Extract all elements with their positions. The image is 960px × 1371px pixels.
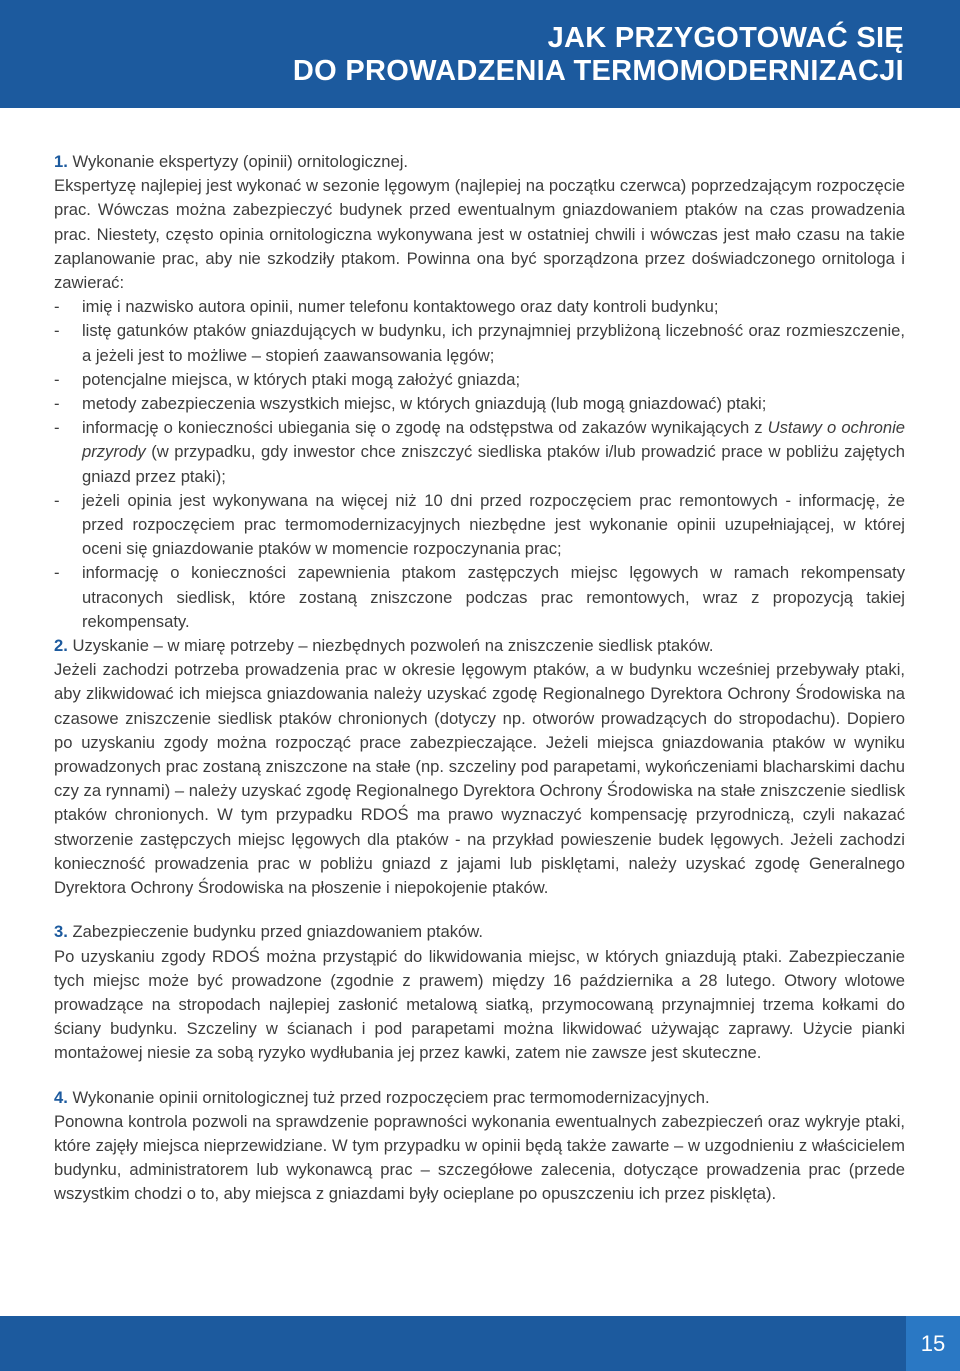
list-item [54, 392, 905, 416]
dash-marker: - [54, 490, 60, 510]
section-heading-text: Zabezpieczenie budynku przed gniazdowaniem ptaków. [67, 922, 483, 942]
dash-marker: - [54, 418, 60, 438]
section-4-paragraph: Ponowna kontrola pozwoli na sprawdzenie poprawności wykonania ewentualnych zabezpieczeń oraz wykryje ptaki, które zajęły miejsca nieprzewidziane. W tym przypadku w opinii będą także zawarte – w uzgodnieniu z właścicielem budynku, administratorem lub wykonawcą prac – szczegółowe zalecenia, dotyczące prowadzenia prac (przede wszystkim chodzi o to, aby miejsca z gniazdami były ocieplane po opuszczeniu ich przez pisklęta). [54, 1111, 905, 1204]
section-3-heading [54, 920, 905, 944]
list-item-text: (w przypadku, gdy inwestor chce zniszczyć siedliska ptaków i/lub prowadzić prace w pobliżu zajętych gniazd przez ptaki); [82, 442, 905, 486]
list-item-text: informację o konieczności ubiegania się o zgodę na odstępstwa od zakazów wynikających z [82, 418, 768, 438]
page-title [293, 22, 904, 88]
header-banner [0, 0, 960, 108]
list-item [54, 561, 905, 634]
list-item-text: jeżeli opinia jest wykonywana na więcej niż 10 dni przed rozpoczęciem prac remontowych - informację, że przed rozpoczęciem prac termomodernizacyjnych niezbędne jest wykonanie opinii uzupełniającej, w której oceni się gniazdowanie ptaków w momencie rozpoczynania prac; [82, 490, 905, 559]
list-item [54, 416, 905, 489]
list-item [54, 295, 905, 319]
section-number: 1. [54, 152, 68, 171]
list-item-text: listę gatunków ptaków gniazdujących w budynku, ich przynajmniej przybliżoną liczebność oraz rozmieszczenie, a jeżeli jest to możliwe – stopień zaawansowania lęgów; [82, 321, 905, 365]
section-2-heading [54, 634, 905, 658]
page-title-line-1: JAK PRZYGOTOWAĆ SIĘ [547, 22, 904, 54]
document-body [54, 150, 905, 1207]
section-1-paragraph: Ekspertyzę najlepiej jest wykonać w sezonie lęgowym (najlepiej na początku czerwca) poprzedzającym rozpoczęcie prac. Wówczas można zabezpieczyć budynek przed ewentualnym gniazdowaniem ptaków na czas prowadzenia prac. Niestety, często opinia ornitologiczna wykonywana jest w ostatniej chwili i wówczas jest mało czasu na takie zaplanowanie prac, aby nie szkodziły ptakom. Powinna ona być sporządzona przez doświadczonego ornitologa i zawierać: [54, 176, 905, 293]
list-item [54, 319, 905, 367]
list-item-text: metody zabezpieczenia wszystkich miejsc, w których gniazdują (lub mogą gniazdować) ptaki; [82, 394, 767, 414]
dash-marker: - [54, 563, 60, 583]
section-1-list [54, 295, 905, 634]
dash-marker: - [54, 369, 60, 389]
section-3-paragraph: Po uzyskaniu zgody RDOŚ można przystąpić do likwidowania miejsc, w których gniazdują ptaki. Zabezpieczanie tych miejsc może być prowadzone (zgodnie z prawem) między 16 października a 28 lutego. Otwory wlotowe prowadzące na stropodach najlepiej zasłonić metalową siatką, przymocowaną przynajmniej trzema kołkami do ściany budynku. Szczeliny w ścianach i pod parapetami można likwidować używając zaprawy. Użycie pianki montażowej niesie za sobą ryzyko wydłubania jej przez kawki, zatem nie zawsze jest skuteczne. [54, 946, 905, 1063]
dash-marker: - [54, 394, 60, 414]
section-number: 4. [54, 1087, 68, 1107]
section-heading-text: Wykonanie opinii ornitologicznej tuż przed rozpoczęciem prac termomodernizacyjnych. [67, 1087, 710, 1107]
section-number: 3. [54, 922, 68, 942]
list-item [54, 489, 905, 562]
section-number: 2. [54, 636, 68, 656]
section-spacer [54, 900, 905, 920]
footer-bar [0, 1316, 960, 1371]
list-item-text: potencjalne miejsca, w których ptaki mogą założyć gniazda; [82, 369, 521, 389]
page-title-line-2: DO PROWADZENIA TERMOMODERNIZACJI [292, 55, 904, 87]
page-number: 15 [906, 1316, 960, 1371]
section-spacer [54, 1066, 905, 1086]
dash-marker: - [54, 297, 60, 317]
section-heading-text: Uzyskanie – w miarę potrzeby – niezbędnych pozwoleń na zniszczenie siedlisk ptaków. [67, 636, 714, 656]
section-4-heading [54, 1086, 905, 1110]
list-item [54, 368, 905, 392]
section-2-paragraph: Jeżeli zachodzi potrzeba prowadzenia prac w okresie lęgowym ptaków, a w budynku wcześniej przebywały ptaki, aby zlikwidować ich miejsca gniazdowania należy uzyskać zgodę Regionalnego Dyrektora Ochrony Środowiska na czasowe zniszczenie siedlisk ptaków chronionych (dotyczy np. otworów prowadzących do stropodachu). Dopiero po uzyskaniu zgody można rozpocząć prace zabezpieczające. Jeżeli miejsca gniazdowania ptaków w wyniku prowadzonych prac zostaną zniszczone na stałe (np. szczeliny pod parapetami, wykończeniami blacharskimi dachu czy za rynnami) – należy uzyskać zgodę Regionalnego Dyrektora Ochrony Środowiska na stałe zniszczenie siedlisk ptaków chronionych. W tym przypadku RDOŚ ma prawo wyznaczyć kompensację przyrodniczą, czyli nakazać stworzenie zastępczych miejsc lęgowych dla ptaków - na przykład powieszenie budek lęgowych. Jeżeli zachodzi konieczność prowadzenia prac w pobliżu gniazd z jajami lub pisklętami, należy uzyskać zgodę Generalnego Dyrektora Ochrony Środowiska na płoszenie i niepokojenie ptaków. [54, 660, 905, 898]
section-1-heading [54, 150, 905, 174]
section-heading-text: Wykonanie ekspertyzy (opinii) ornitologicznej. [67, 152, 409, 171]
list-item-text: informację o konieczności zapewnienia ptakom zastępczych miejsc lęgowych w ramach rekompensaty utraconych siedlisk, które zostaną zniszczone podczas prac remontowych, wraz z propozycją takiej rekompensaty. [82, 563, 905, 631]
law-title: Ustawy o ochronie przyrody [82, 418, 905, 462]
dash-marker: - [54, 321, 60, 341]
list-item-text: imię i nazwisko autora opinii, numer telefonu kontaktowego oraz daty kontroli budynku; [82, 297, 719, 317]
